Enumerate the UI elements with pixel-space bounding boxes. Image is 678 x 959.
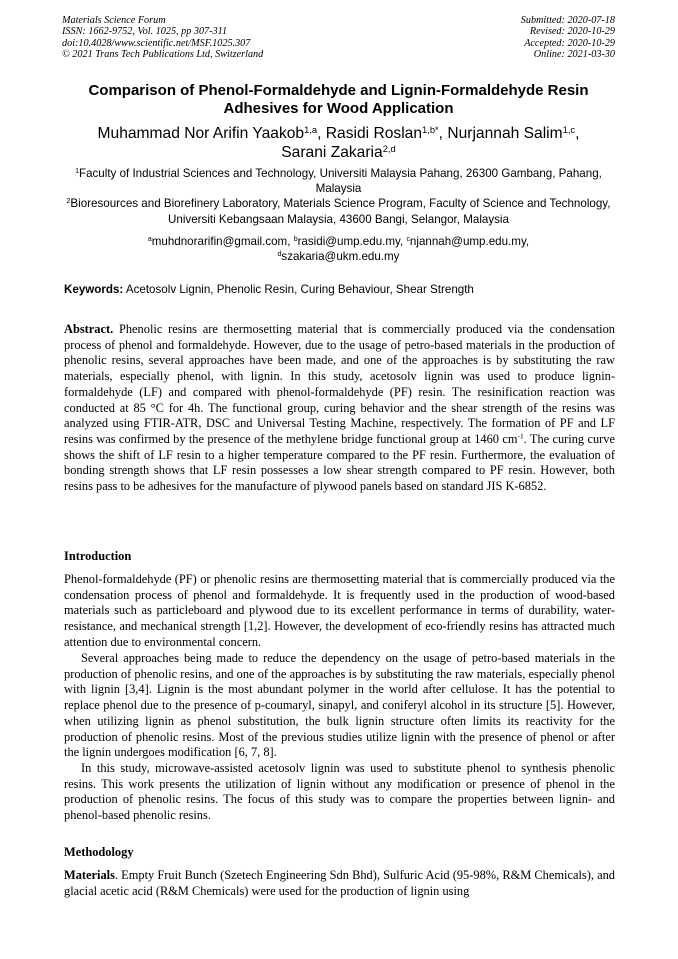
journal-info	[62, 15, 263, 60]
date-submitted: Submitted: 2020-07-18	[520, 15, 615, 26]
date-revised: Revised: 2020-10-29	[529, 26, 615, 38]
keywords	[64, 282, 617, 297]
email-marker: a	[147, 236, 152, 244]
separator: ,	[575, 125, 580, 142]
author-affiliation-marker: 1,c	[562, 124, 576, 135]
separator: ,	[317, 125, 326, 142]
date-accepted: Accepted: 2020-10-29	[524, 37, 615, 49]
introduction-paragraph-2: Several approaches being made to reduce the dependency on the usage of petro-based materials in the production of phenolic resins, and one of the approaches is by substituting the raw materials, especially phenol with lignin [3,4]. Lignin is the most abundant polymer in the world after cellulose. It has the potential to replace phenol due to the presence of p-coumaryl, sinapyl, and coniferyl alcohol in its structure [5]. However, when utilizing lignin as phenol substitution, the bulk lignin structure often limits its reactivity for the production of phenolic resins. Most of the previous studies utilize lignin with the presence of phenol or after the lignin undergoes modification [6, 7, 8].	[64, 651, 615, 760]
journal-name: Materials Science Forum	[62, 15, 166, 26]
abstract-label: Abstract.	[64, 322, 114, 336]
abstract-superscript: -1	[517, 431, 524, 441]
materials-paragraph	[64, 868, 615, 899]
author-affiliation-marker: 2,d	[382, 143, 396, 154]
paper-title	[62, 82, 615, 118]
journal-copyright: © 2021 Trans Tech Publications Ltd, Switzerland	[62, 48, 264, 60]
materials-label: Materials	[64, 868, 115, 882]
affiliation-text: Bioresources and Biorefinery Laboratory, Materials Science Program, Faculty of Science and Technology, Universiti Kebangsaan Malaysia, 43600 Bangi, Selangor, Malaysia	[70, 197, 611, 226]
date-online: Online: 2021-03-30	[533, 48, 615, 60]
separator: ,	[438, 125, 448, 142]
email-link[interactable]: muhdnorarifin@gmail.com	[151, 235, 288, 248]
journal-issn: ISSN: 1662-9752, Vol. 1025, pp 307-311	[62, 26, 228, 38]
introduction-paragraph-1: Phenol-formaldehyde (PF) or phenolic resins are thermosetting material that is commercially produced via the condensation process of phenol and formaldehyde. It is frequently used in the production of wood-based materials such as particleboard and plywood due to its excellent performance in terms of durability, water-resistance, and mechanical strength [1,2]. However, the development of eco-friendly resins has attracted much attention due to environmental concern.	[64, 572, 615, 649]
email-link[interactable]: szakaria@ukm.edu.my	[281, 250, 400, 264]
abstract-text-cont: . The curing curve shows the shift of LF resin to a higher temperature compared to the PF resin. Furthermore, the evaluation of bonding strength shows that LF resin possesses a low shear strength compared to PF resin. However, both resins pass to be adhesives for the manufacture of plywood panels based on standard JIS K-6852.	[64, 431, 615, 494]
separator: ,	[525, 235, 530, 248]
affiliation-item	[62, 196, 615, 226]
abstract-text: Phenolic resins are thermosetting material that is commercially produced via the condensation process of phenol and formaldehyde. However, due to the usage of petro-based materials in the production of phenolic resins, several approaches have been made, and one of the approaches is by substituting the raw materials, especially phenol, with lignin. In this study, acetosolv lignin was used to produce lignin-formaldehyde (LF) and compared with phenol-formaldehyde (PF) resin. The resinification reaction was conducted at 85 °C for 4h. The functional group, curing behavior and the shear strength of the resins was analyzed using FTIR-ATR, DSC and Universal Testing Machine, respectively. The formation of PF and LF resins was confirmed by the presence of the methylene bridge functional group at 1460 cm	[64, 322, 615, 446]
email-link[interactable]: rasidi@ump.edu.my	[297, 235, 400, 248]
author-emails	[62, 234, 615, 264]
submission-dates	[521, 15, 615, 60]
title-line-2: Adhesives for Wood Application	[223, 100, 454, 117]
introduction-paragraph-3: In this study, microwave-assisted acetosolv lignin was used to substitute phenol to synthesis phenolic resins. This work presents the utilization of lignin without any modification or presence of phenol in the production of phenolic resins. The focus of this study was to compare the properties between lignin- and phenol-based phenolic resins.	[64, 761, 615, 823]
keywords-text: Acetosolv Lignin, Phenolic Resin, Curing Behaviour, Shear Strength	[123, 283, 474, 296]
author-name: Rasidi Roslan	[325, 125, 423, 142]
email-marker: d	[277, 251, 282, 259]
title-line-1: Comparison of Phenol-Formaldehyde and Lignin-Formaldehyde Resin	[88, 82, 589, 99]
journal-doi: doi:10.4028/www.scientific.net/MSF.1025.307	[62, 37, 251, 49]
affiliation-text: Faculty of Industrial Sciences and Technology, Universiti Malaysia Pahang, 26300 Gambang, Pahang, Malaysia	[78, 167, 602, 196]
email-link[interactable]: njannah@ump.edu.my	[409, 235, 526, 248]
author-list	[62, 124, 615, 162]
abstract	[64, 322, 615, 495]
introduction-heading: Introduction	[64, 549, 132, 563]
methodology-heading: Methodology	[64, 845, 134, 859]
author-name: Nurjannah Salim	[447, 125, 563, 142]
affiliations	[62, 166, 615, 227]
email-marker: b	[293, 236, 298, 244]
separator: ,	[399, 235, 407, 248]
author-affiliation-marker: 1,a	[304, 124, 318, 135]
affiliation-marker: 2	[66, 198, 71, 206]
affiliation-item	[62, 166, 615, 196]
author-affiliation-marker: 1,b*	[422, 124, 439, 135]
author-name: Muhammad Nor Arifin Yaakob	[97, 125, 305, 142]
separator: ,	[287, 235, 294, 248]
affiliation-marker: 1	[75, 168, 79, 176]
author-name: Sarani Zakaria	[281, 144, 383, 161]
materials-text: . Empty Fruit Bunch (Szetech Engineering Sdn Bhd), Sulfuric Acid (95-98%, R&M Chemicals), and glacial acetic acid (R&M Chemicals) were used for the production of lignin using	[64, 868, 615, 898]
keywords-label: Keywords:	[64, 283, 124, 296]
email-marker: c	[406, 236, 410, 244]
